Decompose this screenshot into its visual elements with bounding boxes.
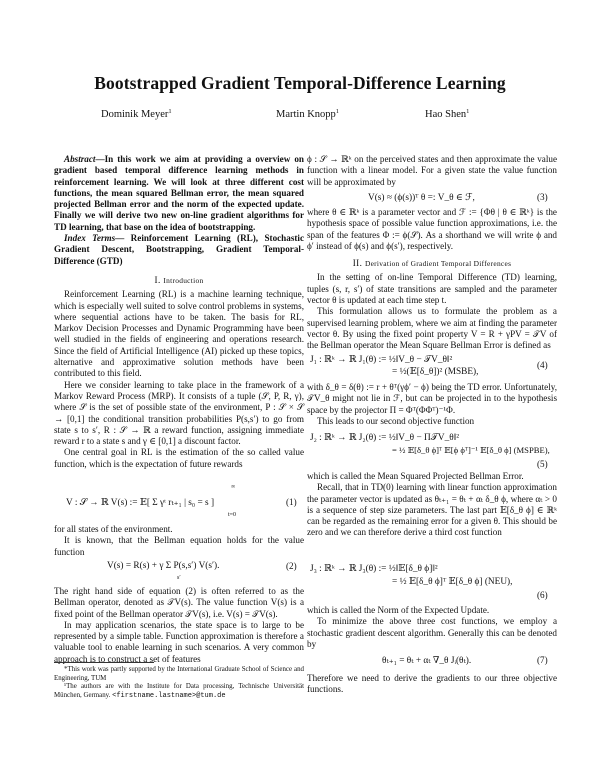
equation-7-number: (7) <box>537 655 548 665</box>
right-paragraph-10: To minimize the above three cost functions, we employ a stochastic gradient descent algorithm. Generally this can be denoted by <box>307 616 557 649</box>
author-shen: Hao Shen$^1$ <box>425 108 470 120</box>
equation-4-line-1: J₁ : ℝᵏ → ℝ J₁(θ) := ½‖V_θ − 𝒯V_θ‖² <box>310 355 453 365</box>
equation-2-sub: s′ <box>177 575 181 581</box>
equation-7: θₜ₊₁ = θₜ + αₜ ∇_θ Jᵢ(θₜ). <box>382 656 472 666</box>
right-column-3 <box>307 382 557 427</box>
right-paragraph-5: with δ_θ = δ(θ) := r + θᵀ(γϕ′ − ϕ) being the TD error. Unfortunately, 𝒯V_θ might not lie in ℱ, but can be projected in to the hypothesis space by the projector Π = Φᵀ(ΦΦᵀ)⁻¹Φ. <box>307 382 557 415</box>
intro-paragraph-1: Reinforcement Learning (RL) is a machine learning technique, which is especially well suited to solve control problems in systems, where sequential actions have to be taken. The basis for RL, Markov Decision Processes and Dynamic Programming have been well studied in the fields of engineering and operations research. Since the field of Artificial Intelligence (AI) picked up these topics, alternative and approximative solution methods have been contributed to this field. <box>54 289 304 379</box>
index-terms: Index Terms— Reinforcement Learning (RL), Stochastic Gradient Descent, Bootstrapping, Gradient Temporal-Difference (GTD) <box>54 233 304 266</box>
equation-5-line-2: = ½ 𝔼[δ_θ ϕ]ᵀ 𝔼[ϕ ϕᵀ]⁻¹ 𝔼[δ_θ ϕ] (MSPBE), <box>392 445 550 455</box>
abstract: Abstract—In this work we aim at providing a overview on gradient based temporal difference learning methods in reinforcement learning. We will look at three different cost functions, the mean squared Bellman error, the mean squared projected Bellman error and the norm of the expected update. Finally we will derive two new on-line gradient algorithms for TD learning, that base on the idea of bootstrapping. <box>54 154 304 232</box>
equation-4-number: (4) <box>537 360 548 370</box>
equation-6-line-1: J₃ : ℝᵏ → ℝ J₃(θ) := ½‖𝔼[δ_θ ϕ]‖² <box>310 564 438 574</box>
right-paragraph-3: In the setting of on-line Temporal Difference (TD) learning, tuples (s, r, s′) of state transitions are sampled and the parameter vector θ is updated at each time step t. <box>307 272 557 306</box>
intro-paragraph-6: The right hand side of equation (2) is often referred to as the Bellman operator, denoted as 𝒯V(s). The value function V(s) is a fixed point of the Bellman operator 𝒯V(s), i.e. V(s) = 𝒯V(s). <box>54 586 304 619</box>
equation-3: V(s) ≈ (ϕ(s))ᵀ θ =: V_θ ∈ ℱ, <box>368 193 475 203</box>
author-knopp: Martin Knopp$^1$ <box>276 108 340 120</box>
equation-5-line-1: J₂ : ℝᵏ → ℝ J₂(θ) := ½‖V_θ − Π𝒯V_θ‖² <box>310 433 460 443</box>
right-paragraph-9: which is called the Norm of the Expected Update. <box>307 605 490 615</box>
right-paragraph-2: where θ ∈ ℝᵏ is a parameter vector and ℱ := {Φθ | θ ∈ ℝᵏ} is the hypothesis space of possible value function approximations, i.e. the span of the features Φ := ϕ(𝒮). As a shorthand we will write ϕ and ϕ′ instead of ϕ(s) and ϕ(s′), respectively. <box>307 207 557 251</box>
right-paragraph-8: Recall, that in TD(0) learning with linear function approximation the parameter vector is updated as θₜ₊₁ = θₜ + αₜ δ_θ ϕ, where αₜ > 0 is a sequence of step size parameters. The last part 𝔼[δ_θ ϕ] ∈ ℝᵏ can be regarded as the remaining error for a given θ. This should be zero and we can therefore derive a third cost function <box>307 482 557 538</box>
right-column-4 <box>307 471 557 539</box>
right-column-2 <box>307 207 557 352</box>
right-paragraph-11: Therefore we need to derive the gradients to our three objective functions. <box>307 673 557 695</box>
equation-4-line-2: = ½(𝔼[δ_θ])² (MSBE), <box>392 367 479 377</box>
intro-paragraph-2: Here we consider learning to take place in the framework of a Markov Reward Process (MRP). It consists of a tuple (𝒮, P, R, γ), where 𝒮 is the set of possible state of the environment, P : 𝒮 × 𝒮 → [0,1] the conditional transition probabilities P(s,s′) to go from state s to s′, R : 𝒮 → ℝ a reward function, assigning immediate reward r to a state s and γ ∈ [0,1] a discount factor. <box>54 379 304 447</box>
paper-title: Bootstrapped Gradient Temporal-Difference Learning <box>94 73 506 93</box>
right-paragraph-7: which is called the Mean Squared Projected Bellman Error. <box>307 471 524 481</box>
left-column-mid <box>54 524 304 558</box>
right-column-6 <box>307 673 557 696</box>
equation-6-line-2: = ½ 𝔼[δ_θ ϕ]ᵀ 𝔼[δ_θ ϕ] (NEU), <box>392 577 513 587</box>
right-paragraph-6: This leads to our second objective function <box>317 415 475 426</box>
left-column-bottom <box>54 586 304 665</box>
intro-paragraph-4: for all states of the environment. <box>54 524 173 534</box>
equation-3-number: (3) <box>537 192 548 202</box>
footnote-2: ¹The authors are with the Institute for Data processing, Technische Universität München, Germany. <firstname.lastname>@tum.de <box>54 683 304 700</box>
footnotes <box>54 666 304 700</box>
section-heading-derivation: II. Derivation of Gradient Temporal Differences <box>352 258 512 269</box>
left-column <box>54 154 304 470</box>
equation-6-number: (6) <box>537 590 548 600</box>
section-heading-intro: I. Introduction <box>154 274 204 285</box>
equation-1-number: (1) <box>286 497 297 507</box>
footnote-rule <box>54 662 154 663</box>
equation-2-number: (2) <box>286 561 297 571</box>
equation-1-sum-bottom: t=0 <box>228 512 237 518</box>
intro-paragraph-3: One central goal in RL is the estimation of the so called value function, which is the expectation of future rewards <box>54 447 304 469</box>
intro-paragraph-7: In may application scenarios, the state space is to large to be represented by a simple table. Function approximation is therefore a valuable tool to enable learning in such scenarios. A very common approach is to construct a set of features <box>54 619 304 664</box>
equation-5-number: (5) <box>537 459 548 469</box>
footnote-1: *This work was partly supported by the International Graduate School of Science and Engineering, TUM <box>54 666 304 682</box>
right-column-5 <box>307 605 557 650</box>
equation-1: V : 𝒮 → ℝ V(s) := 𝔼[ Σ γᵗ rₜ₊₁ | s₀ = s ] <box>66 498 215 508</box>
right-paragraph-1: ϕ : 𝒮 → ℝᵏ on the perceived states and then approximate the value function with a linear model. For a given state the value function will be approximated by <box>307 154 557 187</box>
right-column-top <box>307 154 557 188</box>
author-email: <firstname.lastname>@tum.de <box>112 691 226 700</box>
equation-1-sum-top: ∞ <box>231 484 236 490</box>
intro-paragraph-5: It is known, that the Bellman equation holds for the value function <box>54 535 304 557</box>
right-paragraph-4: This formulation allows us to formulate the problem as a supervised learning problem, where we aim at finding the parameter vector θ. By using the fixed point property V = R + γPV = 𝒯V of the Bellman operator the Mean Square Bellman Error is defined as <box>307 306 557 351</box>
equation-2: V(s) = R(s) + γ Σ P(s,s′) V(s′). <box>107 561 220 571</box>
author-meyer: Dominik Meyer$^1$ <box>101 108 172 120</box>
